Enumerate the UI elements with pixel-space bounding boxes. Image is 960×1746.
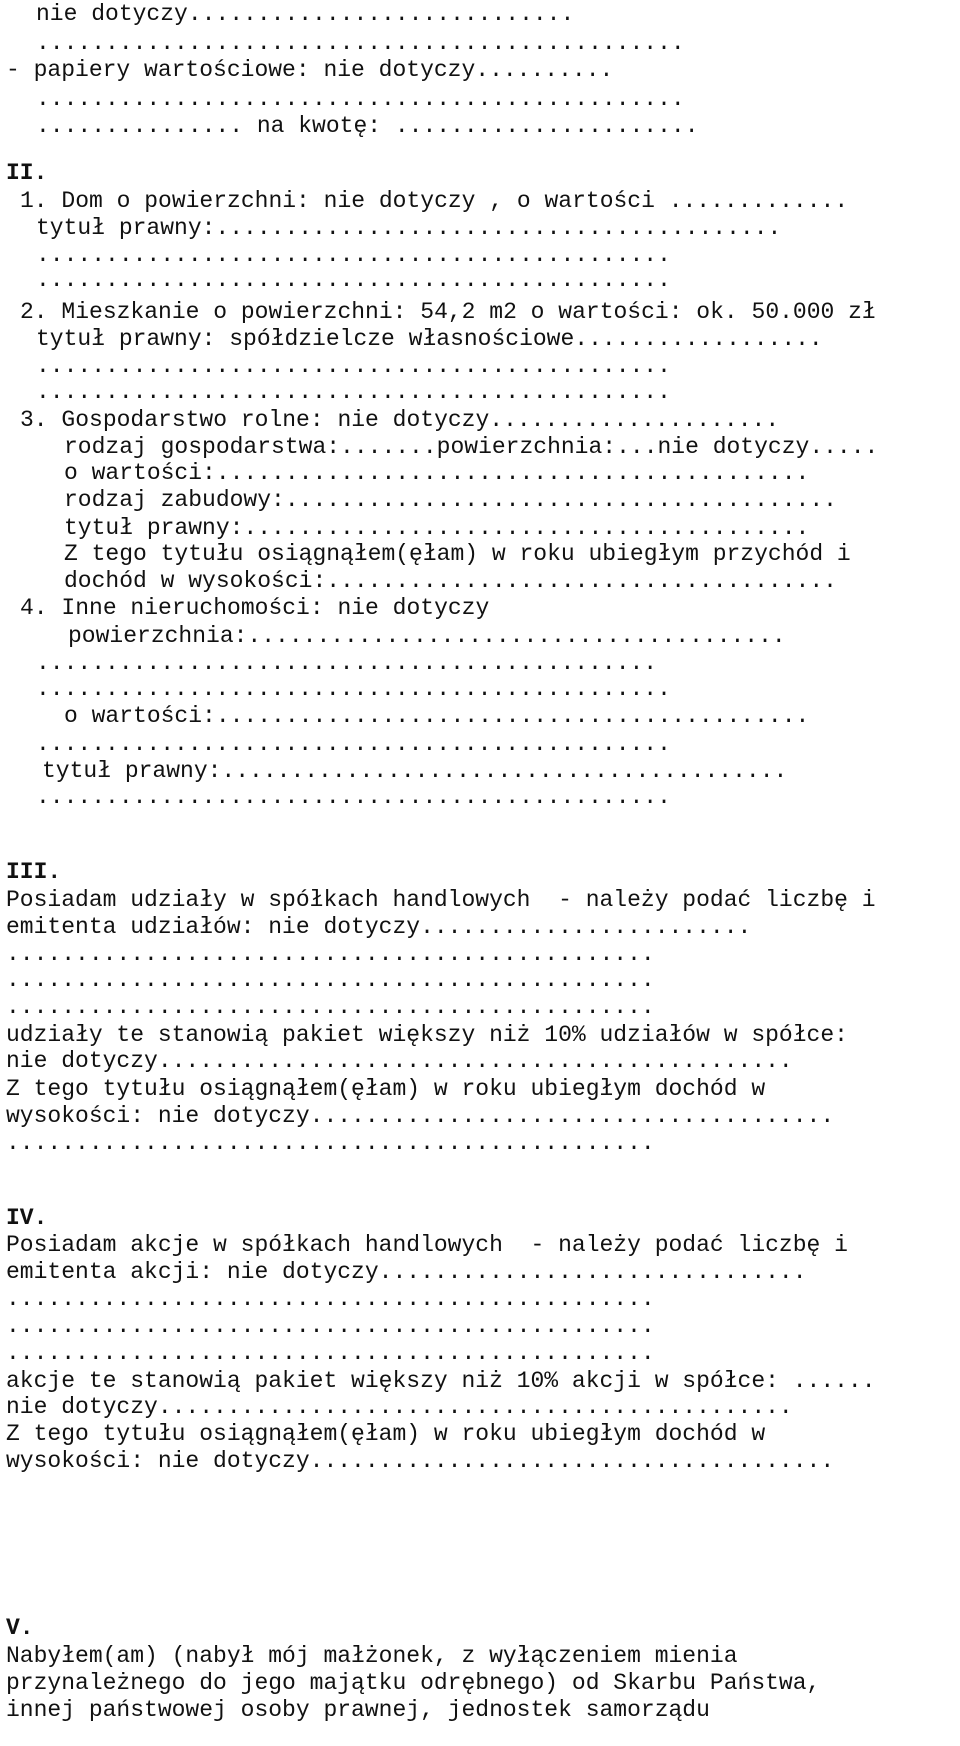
text-line: ..............................................	[36, 676, 671, 702]
text-line: przynależnego do jego majątku odrębnego) od Skarbu Państwa,	[6, 1670, 821, 1696]
text-line: Z tego tytułu osiągnąłem(ęłam) w roku ubiegłym przychód i	[64, 541, 851, 567]
text-line: Posiadam udziały w spółkach handlowych - należy podać liczbę i	[6, 887, 876, 913]
section-heading: IV.	[6, 1205, 48, 1231]
text-line: emitenta udziałów: nie dotyczy........................	[6, 914, 752, 940]
text-line: innej państwowej osoby prawnej, jednostek samorządu	[6, 1697, 710, 1723]
section-heading: V.	[6, 1615, 34, 1641]
text-line: powierzchnia:.......................................	[68, 623, 786, 649]
text-line: ...............................................	[6, 994, 655, 1020]
text-line: ..............................................	[36, 731, 671, 757]
text-line: .............................................	[36, 650, 658, 676]
text-line: rodzaj zabudowy:........................................	[64, 487, 837, 513]
text-line: ...............................................	[6, 1340, 655, 1366]
text-line: emitenta akcji: nie dotyczy...............................	[6, 1259, 807, 1285]
text-line: ..............................................	[36, 379, 671, 405]
text-line: ...............................................	[36, 30, 685, 56]
text-line: tytuł prawny:.........................................	[64, 515, 810, 541]
text-line: ...............................................	[6, 967, 655, 993]
text-line: ..............................................	[36, 267, 671, 293]
text-line: ...............................................	[6, 941, 655, 967]
text-line: o wartości:...........................................	[64, 460, 810, 486]
section-heading: III.	[6, 859, 62, 885]
text-line: wysokości: nie dotyczy......................................	[6, 1103, 835, 1129]
text-line: 3. Gospodarstwo rolne: nie dotyczy.....................	[20, 407, 780, 433]
text-line: ...............................................	[36, 86, 685, 112]
text-line: ...............................................	[6, 1130, 655, 1156]
text-line: rodzaj gospodarstwa:.......powierzchnia:...nie dotyczy.....	[64, 434, 879, 460]
text-line: tytuł prawny:.........................................	[42, 758, 788, 784]
text-line: Z tego tytułu osiągnąłem(ęłam) w roku ubiegłym dochód w	[6, 1421, 766, 1447]
text-line: tytuł prawny:.........................................	[36, 215, 782, 241]
text-line: ...............................................	[6, 1286, 655, 1312]
text-line: dochód w wysokości:.....................................	[64, 568, 837, 594]
text-line: Posiadam akcje w spółkach handlowych - należy podać liczbę i	[6, 1232, 848, 1258]
text-line: Z tego tytułu osiągnąłem(ęłam) w roku ubiegłym dochód w	[6, 1076, 766, 1102]
text-line: ............... na kwotę: ......................	[36, 113, 699, 139]
text-line: 4. Inne nieruchomości: nie dotyczy	[20, 595, 490, 621]
text-line: akcje te stanowią pakiet większy niż 10% akcji w spółce: ......	[6, 1368, 876, 1394]
text-line: nie dotyczy............................	[36, 1, 575, 27]
text-line: tytuł prawny: spółdzielcze własnościowe..................	[36, 326, 823, 352]
text-line: o wartości:...........................................	[64, 703, 810, 729]
text-line: nie dotyczy..............................................	[6, 1394, 793, 1420]
text-line: ..............................................	[36, 353, 671, 379]
text-line: nie dotyczy..............................................	[6, 1048, 793, 1074]
text-line: ...............................................	[6, 1313, 655, 1339]
text-line: 2. Mieszkanie o powierzchni: 54,2 m2 o wartości: ok. 50.000 zł	[20, 299, 876, 325]
text-line: wysokości: nie dotyczy......................................	[6, 1448, 835, 1474]
text-line: - papiery wartościowe: nie dotyczy..........	[6, 57, 614, 83]
text-line: 1. Dom o powierzchni: nie dotyczy , o wartości .............	[20, 188, 849, 214]
text-line: Nabyłem(am) (nabył mój małżonek, z wyłączeniem mienia	[6, 1643, 738, 1669]
section-heading: II.	[6, 160, 48, 186]
text-line: udziały te stanowią pakiet większy niż 10% udziałów w spółce:	[6, 1022, 848, 1048]
text-line: ..............................................	[36, 784, 671, 810]
text-line: ..............................................	[36, 242, 671, 268]
